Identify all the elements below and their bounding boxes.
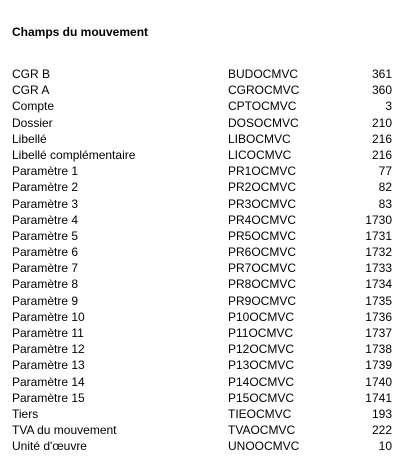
field-number: 210 [371,115,392,130]
field-code: DOSOCMVC [228,115,299,130]
field-code: CGROCMVC [228,83,300,98]
field-number: 1738 [365,342,392,357]
field-label: Paramètre 3 [12,196,79,211]
field-code: PR7OCMVC [228,261,297,276]
field-row [0,374,406,390]
field-number: 1735 [365,293,392,308]
field-label: Paramètre 13 [12,358,85,373]
field-label: Paramètre 4 [12,212,79,227]
field-code: PR8OCMVC [228,277,297,292]
field-number: 10 [378,439,392,454]
field-row [0,309,406,325]
field-code: P12OCMVC [228,342,295,357]
page-title: Champs du mouvement [12,25,149,39]
field-row [0,244,406,260]
field-code: CPTOCMVC [228,99,297,114]
field-code: P15OCMVC [228,390,295,405]
field-label: Paramètre 10 [12,309,85,324]
field-row [0,390,406,406]
field-row [0,228,406,244]
field-label: CGR B [12,67,51,81]
field-row [0,179,406,195]
field-label: TVA du mouvement [12,423,117,438]
field-number: 1740 [365,374,392,389]
field-label: Paramètre 12 [12,342,85,357]
field-code: PR5OCMVC [228,228,297,243]
field-row [0,406,406,422]
field-number: 1734 [365,277,392,292]
field-code: PR3OCMVC [228,196,297,211]
field-number: 222 [371,423,392,438]
field-number: 193 [371,406,392,421]
field-code: P13OCMVC [228,358,295,373]
field-number: 216 [371,147,392,162]
field-number: 1732 [365,245,392,260]
field-row [0,131,406,147]
field-code: BUDOCMVC [228,67,299,81]
field-label: Paramètre 2 [12,180,79,195]
field-list [0,66,406,455]
field-label: Libellé complémentaire [12,147,136,162]
field-label: Paramètre 1 [12,164,79,179]
field-code: PR6OCMVC [228,245,297,260]
field-code: PR2OCMVC [228,180,297,195]
field-label: Tiers [12,406,39,421]
field-code: TVAOCMVC [228,423,296,438]
field-number: 83 [378,196,392,211]
field-label: Paramètre 11 [12,326,84,340]
field-code: P14OCMVC [228,374,295,389]
field-number: 1731 [365,228,392,243]
field-row [0,325,406,341]
field-row [0,293,406,309]
field-row [0,196,406,212]
field-label: CGR A [12,83,50,98]
field-label: Paramètre 9 [12,293,79,308]
field-label: Unité d'œuvre [12,439,87,454]
field-row [0,212,406,228]
field-number: 1736 [365,309,392,324]
field-row [0,260,406,276]
field-row [0,163,406,179]
field-number: 361 [371,67,392,81]
field-row [0,341,406,357]
field-label: Paramètre 6 [12,245,79,260]
field-label: Dossier [12,115,53,130]
field-number: 360 [371,83,392,98]
field-label: Paramètre 15 [12,390,85,405]
field-code: LICOCMVC [228,147,292,162]
field-number: 1737 [365,326,392,340]
field-code: PR9OCMVC [228,293,297,308]
field-row [0,98,406,114]
field-label: Libellé [12,131,47,146]
field-code: P11OCMVC [228,326,294,340]
field-code: TIEOCMVC [228,406,292,421]
field-row [0,357,406,373]
field-code: PR1OCMVC [228,164,297,179]
field-label: Paramètre 5 [12,228,79,243]
field-label: Compte [12,99,55,114]
field-label: Paramètre 7 [12,261,79,276]
field-row [0,276,406,292]
field-code: PR4OCMVC [228,212,297,227]
field-row [0,82,406,98]
field-number: 1733 [365,261,392,276]
field-number: 216 [371,131,392,146]
field-number: 82 [378,180,392,195]
field-row [0,147,406,163]
field-number: 1730 [365,212,392,227]
field-number: 77 [378,164,392,179]
field-code: P10OCMVC [228,309,295,324]
field-number: 3 [385,99,392,114]
field-number: 1739 [365,358,392,373]
field-row [0,422,406,438]
field-label: Paramètre 8 [12,277,79,292]
field-number: 1741 [365,390,392,405]
field-row [0,115,406,131]
field-label: Paramètre 14 [12,374,85,389]
field-code: LIBOCMVC [228,131,291,146]
field-row [0,66,406,82]
field-code: UNOOCMVC [228,439,300,454]
field-row [0,438,406,454]
